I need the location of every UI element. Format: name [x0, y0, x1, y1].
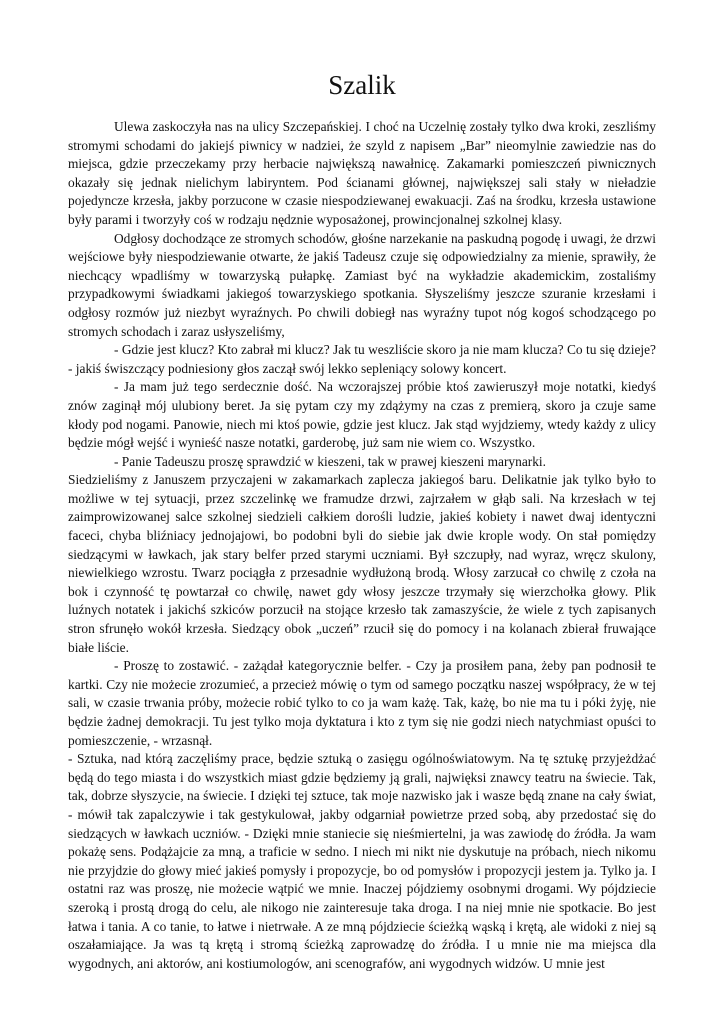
document-body [68, 118, 656, 973]
page-title: Szalik [328, 70, 396, 100]
paragraph: - Panie Tadeuszu proszę sprawdzić w kieszeni, tak w prawej kieszeni marynarki. [114, 453, 546, 469]
paragraph: Siedzieliśmy z Januszem przyczajeni w zakamarkach zaplecza jakiegoś baru. Delikatnie jak tylko było to możliwe w tej sytuacji, przez szczelinkę we framudze drzwi, zajrzałem w głąb sali. Na krzesłach w tej zaimprowizowanej salce szkolnej siedzieli całkiem dorośli ludzie, jakieś kobiety i nawet dwaj identyczni faceci, chyba bliźniacy jednojajowi, bo podobni byli do siebie jak dwie krople wody. On stał pomiędzy siedzącymi w ławkach, jak stary belfer przed starymi uczniami. Był szczupły, nad wyraz, wręcz skulony, niewielkiego wzrostu. Twarz pociągła z przesadnie wydłużoną brodą. Włosy zarzucał co chwilę z czoła na bok i czynność tę powtarzał co chwilę, nawet gdy włosy jeszcze trzymały się wierzchołka głowy. Plik luźnych notatek i jakichś szkiców porzucił na stojące krzesło tak zamaszyście, że wiele z tych zapisanych stron sfrunęło wokół krzesła. Siedzący obok „uczeń” rzucił się do pomocy i na kolanach zbierał fruwające białe liście. [68, 472, 656, 655]
paragraph: Odgłosy dochodzące ze stromych schodów, głośne narzekanie na paskudną pogodę i uwagi, że drzwi wejściowe były niespodziewanie otwarte, że jakiś Tadeusz czuje się odpowiedzialny za mienie, sprawiły, że niechcący wpadliśmy w towarzyską pułapkę. Zamiast być na wykładzie akademickim, zostaliśmy przypadkowymi świadkami jakiegoś towarzyskiego spotkania. Słyszeliśmy jeszcze szuranie krzesłami i odgłosy rozmów już niezbyt wyraźnych. Po chwili dobiegł nas wyraźny tupot nóg kogoś schodzącego po stromych schodach i zaraz usłyszeliśmy, [68, 230, 656, 339]
paragraph: - Sztuka, nad którą zaczęliśmy prace, będzie sztuką o zasięgu ogólnoświatowym. Na tę sztukę przyjeżdżać będą do tego miasta i do wszystkich miast gdzie będziemy ją grali, najwięksi znawcy teatru na świecie. Tak, tak, dobrze słyszycie, na świecie. I dzięki tej sztuce, tak moje nazwisko jak i wasze będą znane na cały świat, - mówił tak zapalczywie i tak gestykulował, jakby odgarniał powietrze przed sobą, aby przedostać się do siedzących w ławkach uczniów. - Dzięki mnie staniecie się nieśmiertelni, ja was zawiodę do źródła. Ja wam pokażę sens. Podążajcie za mną, a traficie w sedno. I niech mi nikt nie dyskutuje na próbach, niech nikomu nie przyjdzie do głowy mieć jakieś pomysły i propozycje, bo od pomysłów i propozycji jestem ja. Tylko ja. I ostatni raz was proszę, nie możecie wątpić we mnie. Inaczej pójdziemy osobnymi drogami. Wy pójdziecie szeroką i prostą drogą do celu, ale nikogo nie zainteresuje taka droga. I na niej mnie nie spotkacie. Bo jest łatwa i tania. A co tanie, to łatwe i nietrwałe. A ze mną pójdziecie ścieżką wąską i krętą, ale widoki z niej są oszałamiające. Ja was tą krętą i stromą ścieżką zaprowadzę do źródła. I u mnie nie ma miejsca dla wygodnych, ani aktorów, ani kostiumologów, ani scenografów, ani wygodnych widzów. U mnie jest [68, 751, 656, 971]
paragraph: Ulewa zaskoczyła nas na ulicy Szczepańskiej. I choć na Uczelnię zostały tylko dwa kroki, zeszliśmy stromymi schodami do jakiejś piwnicy w nadziei, że szyld z napisem „Bar” nieomylnie zawiedzie nas do miejsca, gdzie przeczekamy przy herbacie największą nawałnicę. Zakamarki pomieszczeń piwnicznych okazały się jednak nielichym labiryntem. Pod ścianami głównej, największej sali stały w nieładzie pojedyncze krzesła, jakby porzucone w czasie niespodziewanej ewakuacji. Zaś na środku, krzesła ustawione były parami i tworzyły coś w rodzaju nędznie wyposażonej, prowincjonalnej szkolnej klasy. [68, 119, 656, 227]
paragraph: - Proszę to zostawić. - zażądał kategorycznie belfer. - Czy ja prosiłem pana, żeby pan podnosił te kartki. Czy nie możecie zrozumieć, a przecież mówię o tym od samego początku naszej współpracy, że w tej sali, w czasie trwania próby, możecie robić tylko to co ja wam każę. Tak, każę, bo nie ma tu i póki żyję, nie będzie żadnej demokracji. Tu jest tylko moja dyktatura i kto z tym się nie godzi niech natychmiast opuści to pomieszczenie, - wrzasnął. [68, 658, 656, 748]
paragraph: - Ja mam już tego serdecznie dość. Na wczorajszej próbie ktoś zawieruszył moje notatki, kiedyś znów zaginął mój ulubiony beret. Ja się pytam czy my zdążymy na czas z premierą, skoro ja czuje same kłody pod nogami. Panowie, niech mi ktoś powie, gdzie jest klucz. Jak stąd wyjdziemy, wtedy każdy z ulicy będzie mógł wejść i wynieść nasze notatki, garderobę, już sam nie wiem co. Wszystko. [68, 379, 656, 451]
paragraph: - Gdzie jest klucz? Kto zabrał mi klucz? Jak tu weszliście skoro ja nie mam klucza? Co tu się dzieje? - jakiś świszczący podniesiony głos zaczął swój lekko sepleniący solowy koncert. [68, 342, 656, 376]
